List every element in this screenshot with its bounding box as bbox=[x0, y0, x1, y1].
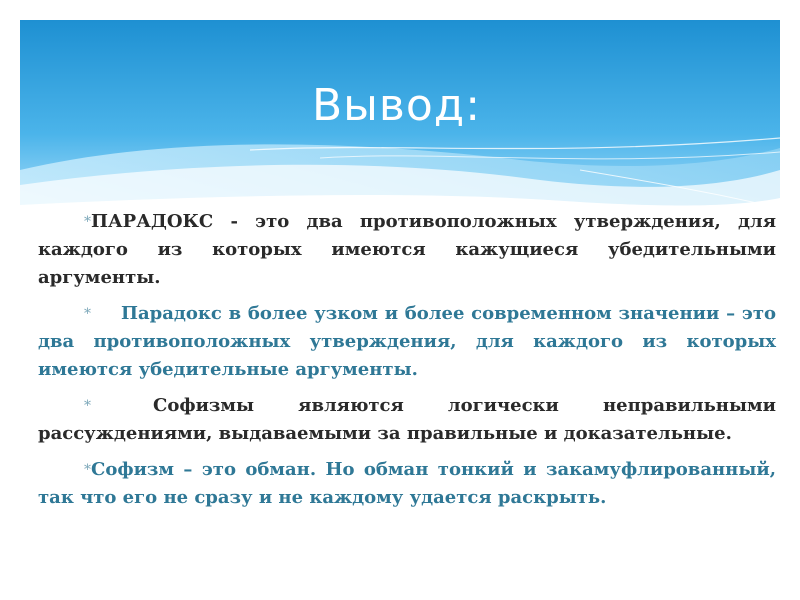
header-banner bbox=[20, 20, 780, 210]
slide-content bbox=[38, 208, 776, 520]
paragraph-text: Парадокс в более узком и более современном значении – это два противоположных утверждения, для каждого из которых имеются убедительные аргументы. bbox=[38, 303, 776, 380]
bullet-icon: * bbox=[84, 214, 91, 230]
paragraph-sophism-definition bbox=[38, 392, 776, 448]
paragraph-text: Софизм – это обман. Но обман тонкий и закамуфлированный, так что его не сразу и не каждому удается раскрыть. bbox=[38, 459, 776, 508]
bullet-icon: * bbox=[84, 462, 91, 478]
paragraph-text: Софизмы являются логически неправильными рассуждениями, выдаваемыми за правильные и доказательные. bbox=[38, 395, 776, 444]
slide-title: Вывод: bbox=[312, 80, 482, 131]
paragraph-sophism-deception bbox=[38, 456, 776, 512]
bullet-icon: * bbox=[84, 398, 91, 414]
bullet-icon: * bbox=[84, 306, 91, 322]
paragraph-paradox-modern bbox=[38, 300, 776, 384]
paragraph-paradox-definition bbox=[38, 208, 776, 292]
paragraph-text: ПАРАДОКС - это два противоположных утверждения, для каждого из которых имеются кажущиеся убедительными аргументы. bbox=[38, 211, 776, 288]
